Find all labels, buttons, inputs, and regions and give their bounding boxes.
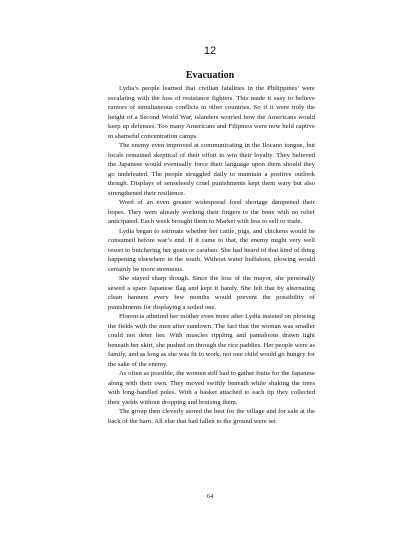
paragraph: Word of an even greater widespread food shortage dampened their hopes. They were already working their fingers to the bone with no relief anticipated. Each week brought them to Market with less to sell or trade. [108, 199, 315, 225]
paragraph: She stayed sharp though. Since the loss of the mayor, she personally sewed a spare Japanese flag and kept it handy. She felt that by alternating clean banners every few months would prevent the possibility of punishments for displaying a soiled one. [108, 275, 315, 311]
paragraph: Florencia admired her mother even more after Lydia insisted on plowing the fields with the men after sundown. The fact that the woman was smaller could not deter her. With muscles rippling and pantaloons drawn tight beneath her skirt, she pushed on through the rice paddies. Her people were as family, and as long as she was fit to work, not one child would go hungry for the sake of the enemy. [108, 313, 315, 368]
chapter-body [108, 84, 315, 426]
page-number: 64 [206, 493, 214, 500]
paragraph: Lydia’s people learned that civilian fatalities in the Philippines’ were escalating with the loss of resistance fighters. This made it easy to believe rumors of simultaneous conflicts in other countries. So if it were truly the height of a Second World War, islanders worried how the Americans would keep up defenses. Too many Americans and Filipinos were now held captive in shameful concentration camps. [108, 85, 315, 140]
paragraph: The enemy even improved at communicating in the Ilocano tongue, but locals remained skeptical of their effort to win their loyalty. They believed the Japanese would eventually force their language upon them should they go undefeated. The people struggled daily to maintain a positive outlook though. Displays of senselessly cruel punishments kept them wary but also strengthened their resilience. [108, 142, 315, 197]
paragraph: As often as possible, the women still had to gather fruits for the Japanese along with their own. They moved swiftly beneath while shaking the trees with long-handled poles. With a basket attached to each tip they collected their yields without dropping and bruising them. [108, 370, 315, 406]
chapter-title: Evacuation [185, 70, 235, 81]
chapter-number: 12 [203, 45, 217, 57]
paragraph: Lydia began to estimate whether her cattle, pigs, and chickens would be consumed before war’s end. If it came to that, the enemy might very well resort to butchering her goats or carabao. She had heard of that kind of thing happening elsewhere in the south. Without water buffaloes, plowing would certainly be more strenuous. [108, 227, 315, 273]
paragraph: The group then cleverly stored the best for the village and for sale at the back of the barn. All else that had fallen to the ground were set [108, 408, 315, 425]
